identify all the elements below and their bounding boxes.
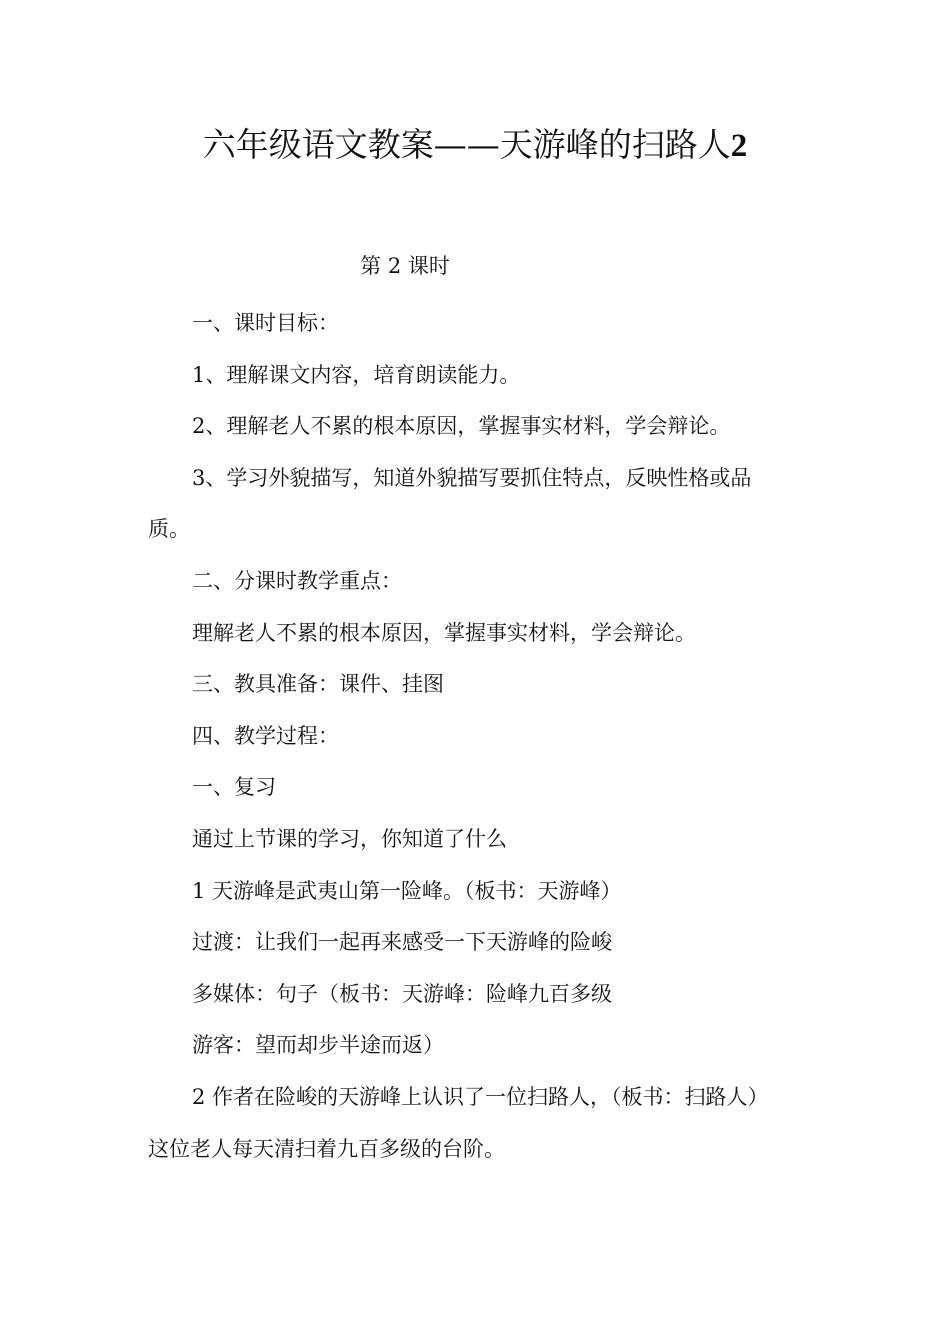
transition-text: 过渡：让我们一起再来感受一下天游峰的险峻 <box>192 930 612 955</box>
document-title-number: 2 <box>730 128 748 164</box>
objective-item-1: 1、理解课文内容，培育朗读能力。 <box>192 362 521 387</box>
visitor-text: 游客：望而却步半途而返） <box>192 1033 444 1058</box>
review-question: 通过上节课的学习，你知道了什么 <box>192 826 507 851</box>
document-body <box>148 298 788 1175</box>
multimedia-text: 多媒体：句子（板书：天游峰：险峰九百多级 <box>192 981 612 1006</box>
review-point-1: 1 天游峰是武夷山第一险峰。（板书：天游峰） <box>192 878 622 903</box>
objective-item-2: 2、理解老人不累的根本原因，掌握事实材料，学会辩论。 <box>192 414 731 439</box>
review-point-2: 2 作者在险峻的天游峰上认识了一位扫路人，（板书：扫路人）这位老人每天清扫着九百多级的台阶。 <box>148 1084 769 1161</box>
section-heading-objectives: 一、课时目标： <box>192 311 339 335</box>
document-title <box>0 118 950 173</box>
objective-item-3: 3、学习外貌描写，知道外貌描写要抓住特点，反映性格或品质。 <box>148 465 752 542</box>
step-heading-review: 一、复习 <box>192 775 276 800</box>
lesson-period-subtitle: 第 2 课时 <box>360 254 450 278</box>
section-heading-key-points: 二、分课时教学重点： <box>192 568 402 593</box>
section-heading-process: 四、教学过程： <box>192 723 339 748</box>
key-point-text: 理解老人不累的根本原因，掌握事实材料，学会辩论。 <box>192 620 696 645</box>
document-title-text: 六年级语文教案——天游峰的扫路人 <box>202 125 731 164</box>
section-heading-materials: 三、教具准备：课件、挂图 <box>192 672 444 697</box>
